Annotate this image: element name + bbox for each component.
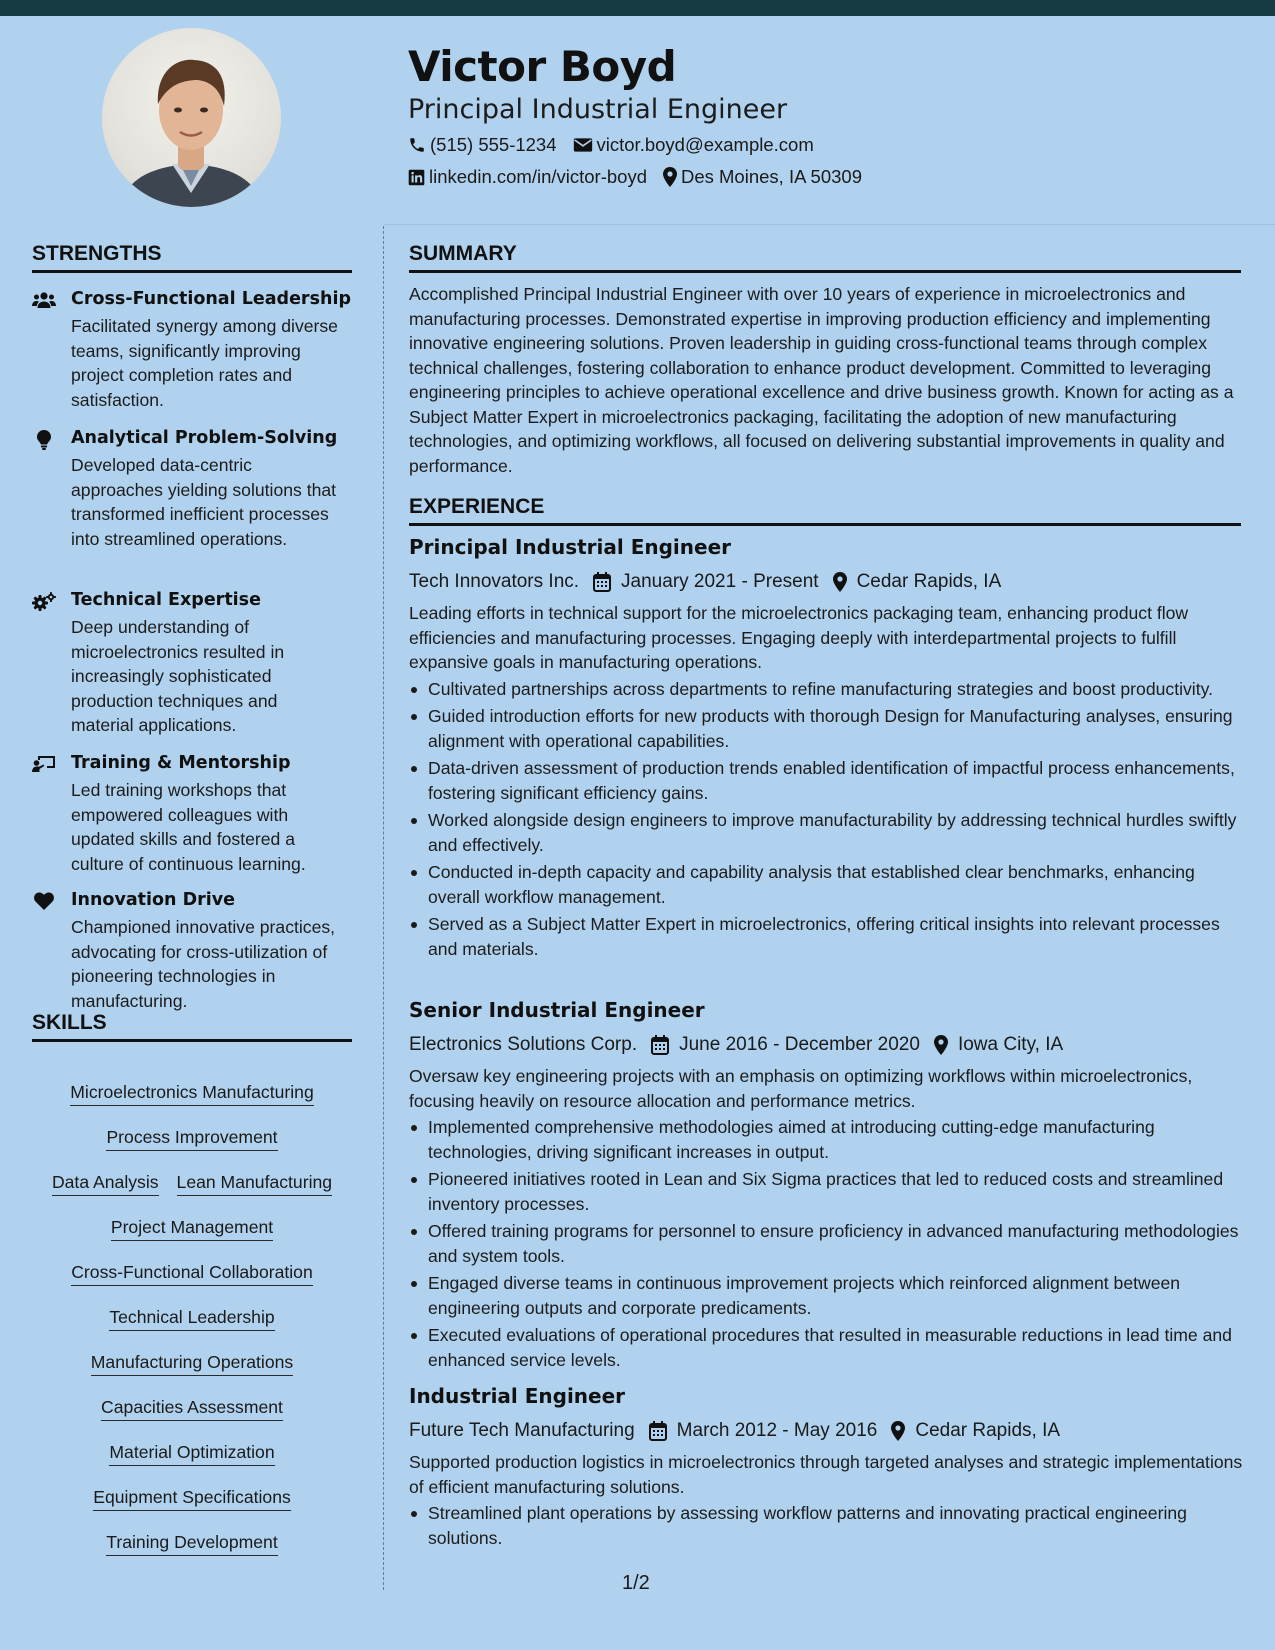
skill-row — [32, 1352, 352, 1397]
skill-row — [32, 1532, 352, 1577]
job-location: Iowa City, IA — [934, 1034, 1063, 1056]
job-role: Industrial Engineer — [409, 1384, 626, 1408]
map-pin-icon — [663, 167, 677, 187]
job-bullet: Cultivated partnerships across departments to refine manufacturing strategies and boost productivity. — [409, 677, 1244, 702]
job-entry — [409, 998, 1244, 1375]
job-bullets — [409, 1115, 1244, 1372]
strengths-heading: STRENGTHS — [32, 242, 352, 273]
top-accent-bar — [0, 0, 1275, 16]
phone-icon — [408, 136, 426, 154]
chalkboard-teacher-icon — [32, 755, 56, 775]
summary-text: Accomplished Principal Industrial Engineer with over 10 years of experience in microelectronics and manufacturing processes. Demonstrated expertise in improving production efficiency and implementing innovative engineering solutions. Proven leadership in guiding cross-functional teams through complex technical challenges, fostering collaboration to enhance product development. Committed to leveraging engineering principles to achieve operational excellence and drive business growth. Known for acting as a Subject Matter Expert in microelectronics packaging, facilitating the adoption of new manufacturing technologies, and optimizing workflows, all focused on delivering substantial improvements in quality and performance. — [409, 284, 1234, 476]
job-bullet: Worked alongside design engineers to improve manufacturability by addressing technical hurdles swiftly and effectively. — [409, 808, 1244, 857]
job-bullet: Implemented comprehensive methodologies aimed at introducing cutting-edge manufacturing technologies, driving significant increases in output. — [409, 1115, 1244, 1164]
job-bullet: Pioneered initiatives rooted in Lean and Six Sigma practices that led to reduced costs and streamlined inventory processes. — [409, 1167, 1244, 1216]
job-role: Principal Industrial Engineer — [409, 535, 731, 559]
skill-row — [32, 1397, 352, 1442]
strength-title: Cross-Functional Leadership — [71, 289, 351, 309]
map-pin-icon — [891, 1421, 905, 1441]
skills-heading: SKILLS — [32, 1011, 352, 1042]
job-company: Electronics Solutions Corp. — [409, 1034, 638, 1055]
linkedin-icon — [408, 169, 425, 186]
map-pin-icon — [833, 572, 847, 592]
skill-row — [32, 1262, 352, 1307]
users-icon — [32, 291, 56, 311]
job-entry — [409, 1384, 1244, 1553]
job-bullets — [409, 1501, 1244, 1550]
heart-icon — [32, 892, 56, 912]
email-text: victor.boyd@example.com — [596, 134, 814, 155]
candidate-title: Principal Industrial Engineer — [408, 94, 788, 125]
job-meta — [409, 566, 1244, 598]
job-bullet: Offered training programs for personnel to ensure proficiency in advanced manufacturing methodologies and system tools. — [409, 1219, 1244, 1268]
job-dates: March 2012 - May 2016 — [649, 1420, 878, 1442]
strength-desc: Led training workshops that empowered colleagues with updated skills and fostered a culture of continuous learning. — [71, 780, 306, 874]
job-location: Cedar Rapids, IA — [891, 1420, 1060, 1442]
job-bullet: Engaged diverse teams in continuous improvement projects which reinforced alignment between engineering outputs and corporate predicaments. — [409, 1271, 1244, 1320]
strength-title: Technical Expertise — [71, 590, 261, 610]
strength-desc: Developed data-centric approaches yielding solutions that transformed inefficient processes into streamlined operations. — [71, 455, 337, 549]
job-entry — [409, 535, 1244, 964]
skill-tag: Training Development — [106, 1532, 277, 1556]
job-bullet: Conducted in-depth capacity and capability analysis that established clear benchmarks, enhancing overall workflow management. — [409, 860, 1244, 909]
skill-tag: Data Analysis — [52, 1172, 159, 1196]
profile-photo — [102, 28, 281, 207]
strength-title: Training & Mentorship — [71, 753, 291, 773]
job-description: Oversaw key engineering projects with an emphasis on optimizing workflows within microelectronics, focusing heavily on resource allocation and performance metrics. — [409, 1066, 1193, 1111]
lightbulb-icon — [32, 430, 56, 450]
job-company: Tech Innovators Inc. — [409, 571, 580, 592]
skill-row — [32, 1172, 352, 1217]
skill-row — [32, 1082, 352, 1127]
skill-tag: Capacities Assessment — [101, 1397, 283, 1421]
strength-title: Innovation Drive — [71, 890, 236, 910]
job-bullet: Executed evaluations of operational procedures that resulted in measurable reductions in lead time and enhanced service levels. — [409, 1323, 1244, 1372]
job-bullet: Guided introduction efforts for new products with thorough Design for Manufacturing analyses, ensuring alignment with operational capabilities. — [409, 704, 1244, 753]
job-role: Senior Industrial Engineer — [409, 998, 705, 1022]
skill-row — [32, 1127, 352, 1172]
contact-row-2 — [408, 166, 878, 188]
job-meta — [409, 1415, 1244, 1447]
job-meta — [409, 1029, 1244, 1061]
map-pin-icon — [934, 1035, 948, 1055]
skill-row — [32, 1307, 352, 1352]
contact-row-1 — [408, 134, 830, 156]
contact-location — [663, 166, 862, 188]
job-company: Future Tech Manufacturing — [409, 1420, 635, 1441]
page-number: 1/2 — [622, 1572, 650, 1594]
header-divider — [384, 224, 1275, 225]
job-description: Supported production logistics in microelectronics through targeted analyses and strategic implementations of efficient manufacturing solutions. — [409, 1452, 1243, 1497]
strength-desc: Deep understanding of microelectronics resulted in increasingly sophisticated production techniques and material applications. — [71, 617, 285, 735]
job-dates: January 2021 - Present — [593, 571, 819, 593]
strength-title: Analytical Problem-Solving — [71, 428, 338, 448]
skill-tag: Lean Manufacturing — [177, 1172, 333, 1196]
contact-phone[interactable] — [408, 134, 557, 156]
strength-desc: Facilitated synergy among diverse teams, significantly improving project completion rates and satisfaction. — [71, 316, 338, 410]
calendar-icon — [593, 572, 611, 592]
summary-heading: SUMMARY — [409, 242, 1241, 273]
job-bullet: Data-driven assessment of production trends enabled identification of impactful process enhancements, fostering significant efficiency gains. — [409, 756, 1244, 805]
skill-row — [32, 1487, 352, 1532]
job-bullet: Served as a Subject Matter Expert in microelectronics, offering critical insights into relevant processes and materials. — [409, 912, 1244, 961]
skill-tag: Process Improvement — [106, 1127, 277, 1151]
envelope-icon — [573, 137, 593, 153]
skill-row — [32, 1217, 352, 1262]
job-dates: June 2016 - December 2020 — [651, 1034, 920, 1056]
skill-tag: Cross-Functional Collaboration — [71, 1262, 313, 1286]
skill-tag: Equipment Specifications — [93, 1487, 291, 1511]
job-bullets — [409, 677, 1244, 962]
experience-heading: EXPERIENCE — [409, 495, 1241, 526]
linkedin-text: linkedin.com/in/victor-boyd — [429, 166, 647, 187]
contact-email[interactable] — [573, 134, 814, 156]
strength-desc: Championed innovative practices, advocating for cross-utilization of pioneering technologies in manufacturing. — [71, 917, 336, 1011]
job-description: Leading efforts in technical support for the microelectronics packaging team, enhancing product flow efficiencies and manufacturing processes. Engaging deeply with interdepartmental projects to fulfill expansive goals in manufacturing operations. — [409, 603, 1189, 672]
phone-text: (515) 555-1234 — [430, 134, 557, 155]
skill-tag: Material Optimization — [109, 1442, 274, 1466]
column-divider — [383, 226, 384, 1590]
skill-row — [32, 1442, 352, 1487]
candidate-name: Victor Boyd — [408, 42, 677, 91]
gears-icon — [32, 592, 56, 612]
job-location: Cedar Rapids, IA — [833, 571, 1002, 593]
skill-tag: Project Management — [111, 1217, 273, 1241]
location-text: Des Moines, IA 50309 — [680, 166, 862, 187]
job-bullet: Streamlined plant operations by assessing workflow patterns and innovating practical engineering solutions. — [409, 1501, 1244, 1550]
skill-tag: Microelectronics Manufacturing — [70, 1082, 313, 1106]
calendar-icon — [649, 1421, 667, 1441]
skills-list — [32, 1082, 352, 1577]
skill-tag: Manufacturing Operations — [91, 1352, 293, 1376]
contact-linkedin[interactable] — [408, 166, 647, 188]
calendar-icon — [651, 1035, 669, 1055]
skill-tag: Technical Leadership — [109, 1307, 274, 1331]
